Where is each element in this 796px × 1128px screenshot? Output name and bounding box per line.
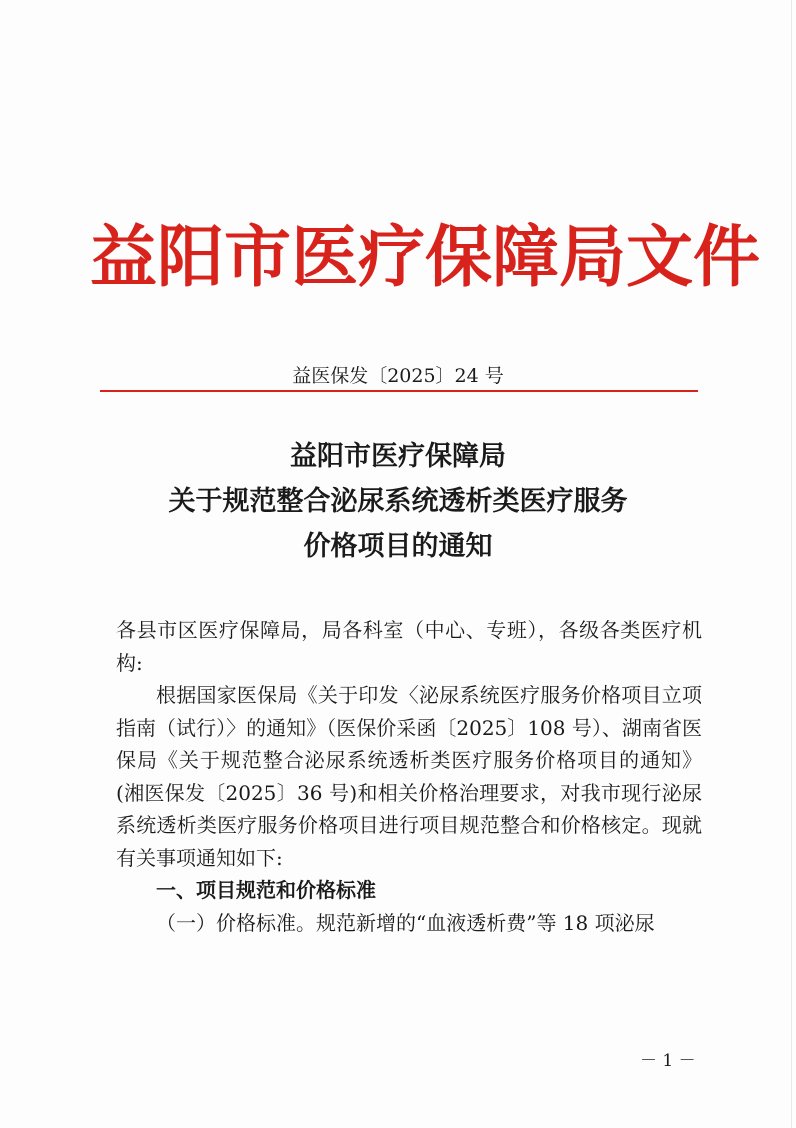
title-line: 益阳市医疗保障局: [290, 441, 506, 472]
red-header-masthead: 益阳市医疗保障局文件: [90, 217, 760, 296]
page-edge: [791, 0, 792, 1128]
document-title: [100, 434, 696, 569]
document-number: 益医保发〔2025〕24 号: [292, 365, 504, 387]
body-paragraph: 根据国家医保局《关于印发〈泌尿系统医疗服务价格项目立项指南（试行）〉的通知》（医保价采函〔2025〕108 号）、湖南省医保局《关于规范整合泌尿系统透析类医疗服务价格项目的通知》(湘医保发〔2025〕36 号)和相关价格治理要求，对我市现行泌尿系统透析类医疗服务价格项目进行项目规范整合和价格核定。现就有关事项通知如下:: [116, 683, 702, 870]
title-line: 价格项目的通知: [303, 531, 493, 562]
body-paragraph: （一）价格标准。规范新增的“血液透析费”等 18 项泌尿: [156, 910, 655, 935]
title-line: 关于规范整合泌尿系统透析类医疗服务: [168, 486, 628, 517]
addressee-paragraph: 各县市区医疗保障局，局各科室（中心、专班），各级各类医疗机构:: [116, 618, 702, 675]
page-number: － 1 －: [640, 1051, 696, 1071]
red-separator-line: [100, 390, 698, 392]
section-heading: 一、项目规范和价格标准: [156, 878, 376, 902]
document-body: [116, 614, 702, 939]
